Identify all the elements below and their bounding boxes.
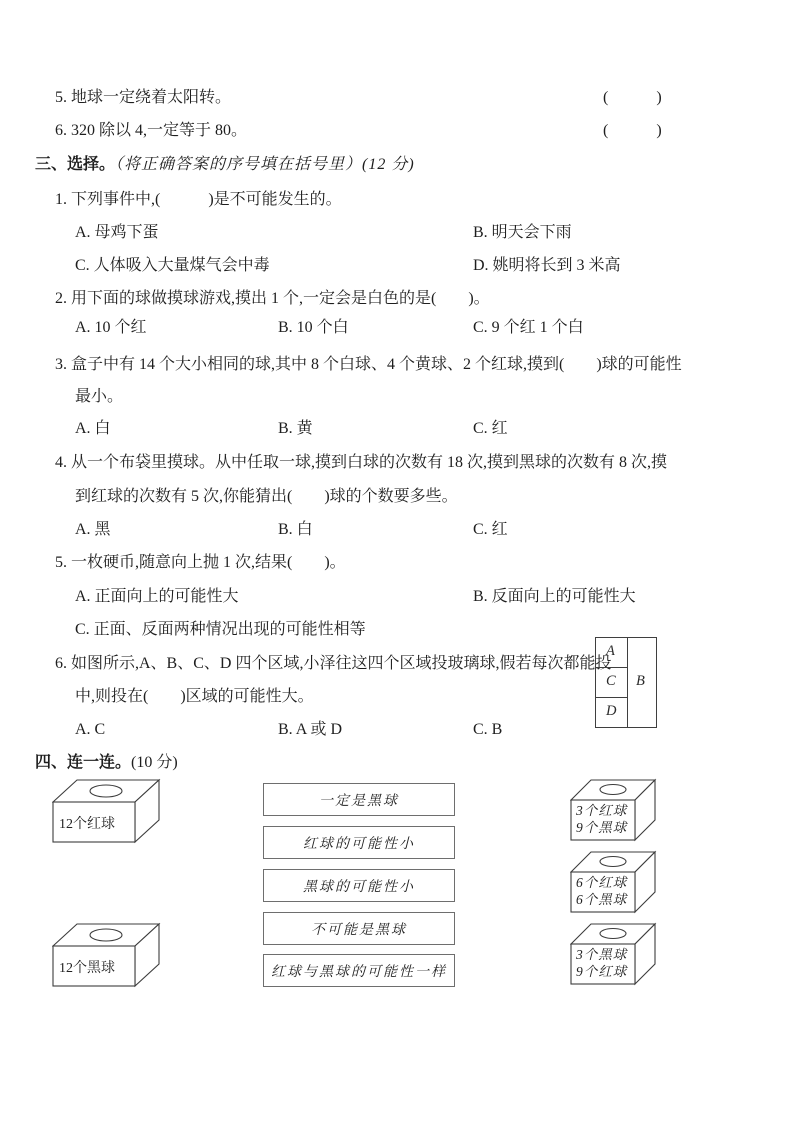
q3-stem-line-2: 最小。 bbox=[75, 388, 124, 405]
tf-item-6-answer-bracket: ( ) bbox=[603, 122, 662, 139]
q3-option-a: A. 白 bbox=[75, 420, 111, 437]
tf-item-5-answer-bracket: ( ) bbox=[603, 89, 662, 106]
section-3-title: 三、选择。 bbox=[35, 156, 116, 173]
q6-option-a: A. C bbox=[75, 721, 106, 738]
match-label-equal-likelihood: 红球与黑球的可能性一样 bbox=[263, 954, 455, 987]
box-label-line-2: 9个红球 bbox=[576, 964, 628, 979]
tf-item-6: 6. 320 除以 4,一定等于 80。 bbox=[55, 122, 248, 139]
q4-option-c: C. 红 bbox=[473, 521, 508, 538]
q5-stem: 5. 一枚硬币,随意向上抛 1 次,结果( )。 bbox=[55, 554, 346, 571]
section-4-header bbox=[35, 753, 178, 772]
q3-option-b: B. 黄 bbox=[278, 420, 313, 437]
q6-option-b: B. A 或 D bbox=[278, 721, 343, 738]
q4-stem-line-2: 到红球的次数有 5 次,你能猜出( )球的个数要多些。 bbox=[75, 488, 458, 505]
q1-option-d: D. 姚明将长到 3 米高 bbox=[473, 257, 621, 274]
q2-stem: 2. 用下面的球做摸球游戏,摸出 1 个,一定会是白色的是( )。 bbox=[55, 290, 490, 307]
q1-option-c: C. 人体吸入大量煤气会中毒 bbox=[75, 257, 270, 274]
match-label-black-unlikely: 黑球的可能性小 bbox=[263, 869, 455, 902]
q4-option-a: A. 黑 bbox=[75, 521, 111, 538]
match-label-red-unlikely: 红球的可能性小 bbox=[263, 826, 455, 859]
q6-stem-line-2: 中,则投在( )区域的可能性大。 bbox=[75, 688, 314, 705]
box-label: 12个黑球 bbox=[59, 961, 115, 976]
q6-regions-diagram bbox=[595, 637, 657, 728]
q4-option-b: B. 白 bbox=[278, 521, 313, 538]
region-cell-c: C bbox=[606, 673, 616, 689]
section-3-header bbox=[35, 155, 415, 174]
box-hole-icon bbox=[90, 929, 122, 941]
q5-option-b: B. 反面向上的可能性大 bbox=[473, 588, 636, 605]
q5-option-a: A. 正面向上的可能性大 bbox=[75, 588, 239, 605]
box-hole-icon bbox=[90, 785, 122, 797]
ball-box-12-red bbox=[52, 777, 164, 845]
region-cell-b: B bbox=[636, 673, 645, 689]
q2-option-c: C. 9 个红 1 个白 bbox=[473, 319, 584, 336]
q1-option-a: A. 母鸡下蛋 bbox=[75, 224, 159, 241]
match-label-impossible-black: 不可能是黑球 bbox=[263, 912, 455, 945]
section-4-title: 四、连一连。 bbox=[35, 754, 132, 771]
section-3-note: （将正确答案的序号填在括号里）(12 分) bbox=[115, 156, 415, 173]
ball-box-3red-9black bbox=[570, 777, 660, 843]
box-hole-icon bbox=[600, 857, 626, 867]
ball-box-12-black bbox=[52, 921, 164, 989]
q6-option-c: C. B bbox=[473, 721, 503, 738]
match-label-certain-black: 一定是黑球 bbox=[263, 783, 455, 816]
tf-item-5: 5. 地球一定绕着太阳转。 bbox=[55, 89, 232, 106]
section-4-score: (10 分) bbox=[131, 754, 178, 771]
q1-stem: 1. 下列事件中,( )是不可能发生的。 bbox=[55, 191, 342, 208]
q6-stem-line-1: 6. 如图所示,A、B、C、D 四个区域,小泽往这四个区域投玻璃球,假若每次都能投 bbox=[55, 655, 612, 672]
box-label: 12个红球 bbox=[59, 817, 115, 832]
box-hole-icon bbox=[600, 785, 626, 795]
q2-option-a: A. 10 个红 bbox=[75, 319, 147, 336]
q4-stem-line-1: 4. 从一个布袋里摸球。从中任取一球,摸到白球的次数有 18 次,摸到黑球的次数有 8 次,摸 bbox=[55, 454, 668, 471]
ball-box-3black-9red bbox=[570, 921, 660, 987]
box-hole-icon bbox=[600, 929, 626, 939]
box-label-line-1: 3个黑球 bbox=[576, 947, 628, 962]
box-label-line-1: 3个红球 bbox=[576, 803, 628, 818]
diagram-divider-horizontal bbox=[596, 667, 627, 668]
q5-option-c: C. 正面、反面两种情况出现的可能性相等 bbox=[75, 621, 366, 638]
box-label-line-1: 6个红球 bbox=[576, 875, 628, 890]
q1-option-b: B. 明天会下雨 bbox=[473, 224, 572, 241]
ball-box-6red-6black bbox=[570, 849, 660, 915]
q2-option-b: B. 10 个白 bbox=[278, 319, 349, 336]
region-cell-d: D bbox=[606, 703, 617, 719]
box-label-line-2: 9个黑球 bbox=[576, 820, 628, 835]
region-cell-a: A bbox=[606, 643, 615, 659]
box-label-line-2: 6个黑球 bbox=[576, 892, 628, 907]
q3-stem-line-1: 3. 盒子中有 14 个大小相同的球,其中 8 个白球、4 个黄球、2 个红球,摸到( )球的可能性 bbox=[55, 356, 682, 373]
q3-option-c: C. 红 bbox=[473, 420, 508, 437]
diagram-divider-vertical bbox=[627, 638, 628, 727]
diagram-divider-horizontal bbox=[596, 697, 627, 698]
